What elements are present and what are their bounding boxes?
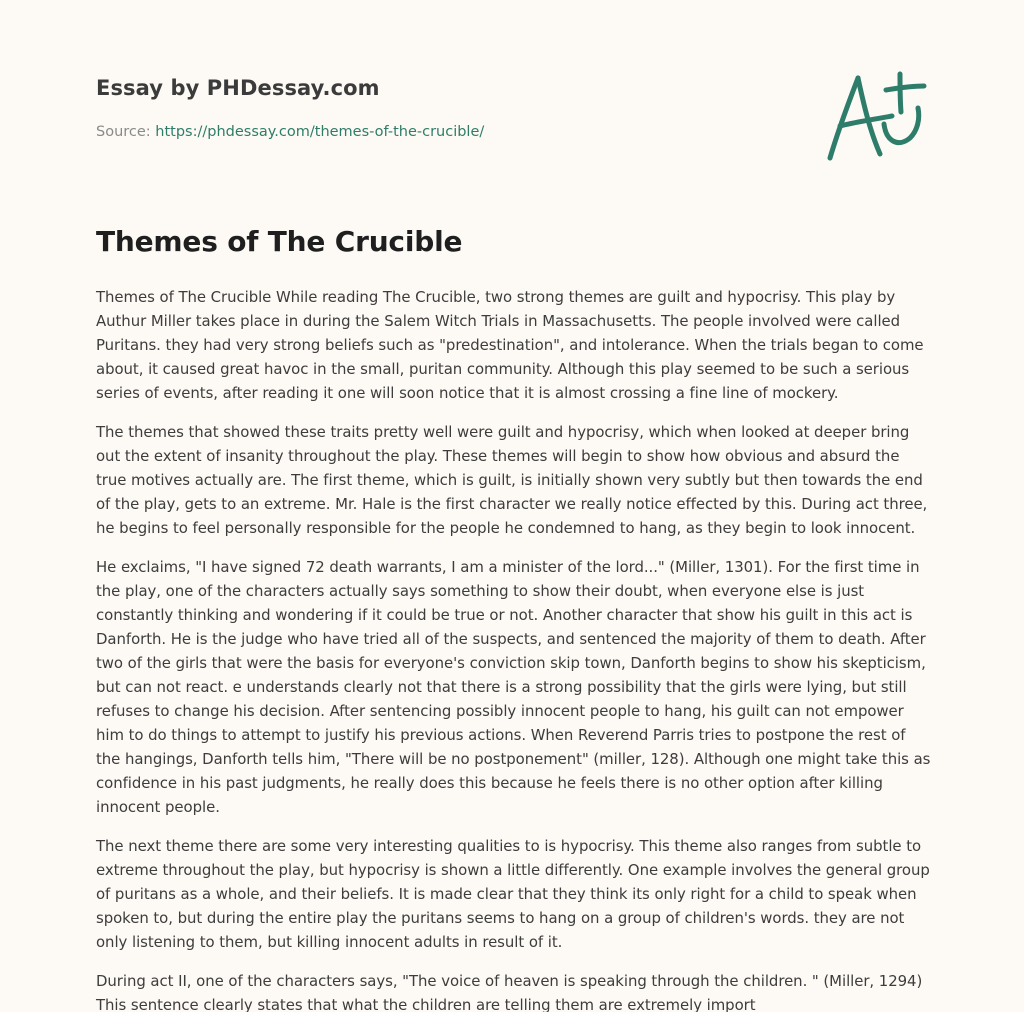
source-link[interactable]: https://phdessay.com/themes-of-the-crucible/ — [155, 124, 485, 140]
essay-paragraph: He exclaims, "I have signed 72 death warrants, I am a minister of the lord..." (Miller, 1301). For the first time in the play, one of the characters actually says something to show their doubt, when everyone else is just constantly thinking and wondering if it could be true or not. Another character that show his guilt in this act is Danforth. He is the judge who have tried all of the suspects, and sentenced the majority of them to death. After two of the girls that were the basis for everyone's conviction skip town, Danforth begins to show his skepticism, but can not react. e understands clearly not that there is a strong possibility that the girls were lying, but still refuses to change his decision. After sentencing possibly innocent people to hang, his guilt can not empower him to do things to attempt to justify his previous actions. When Reverend Parris tries to postpone the rest of the hangings, Danforth tells him, "There will be no postponement" (miller, 128). Although one might take this as confidence in his past judgments, he really does this because he feels there is no other option after killing innocent people. — [96, 558, 931, 816]
essay-paragraph: Themes of The Crucible While reading The Crucible, two strong themes are guilt and hypocrisy. This play by Authur Miller takes place in during the Salem Witch Trials in Massachusetts. The people involved were called Puritans. they had very strong beliefs such as "predestination", and intolerance. When the trials began to come about, it caused great havoc in the small, puritan community. Although this play seemed to be such a serious series of events, after reading it one will soon notice that it is almost crossing a fine line of mockery. — [96, 288, 924, 402]
site-brand: Essay by PHDessay.com — [96, 76, 380, 100]
source-label: Source: — [96, 124, 156, 140]
source-line — [96, 124, 484, 140]
essay-paragraph: The themes that showed these traits pretty well were guilt and hypocrisy, which when looked at deeper bring out the extent of insanity throughout the play. These themes will begin to show how obvious and absurd the true motives actually are. The first theme, which is guilt, is initially shown very subtly but then towards the end of the play, gets to an extreme. Mr. Hale is the first character we really notice effected by this. During act three, he begins to feel personally responsible for the people he condemned to hang, as they begin to look innocent. — [96, 423, 928, 537]
essay-paragraph: The next theme there are some very interesting qualities to is hypocrisy. This theme also ranges from subtle to extreme throughout the play, but hypocrisy is shown a little differently. One example involves the general group of puritans as a whole, and their beliefs. It is made clear that they think its only right for a child to speak when spoken to, but during the entire play the puritans seems to hang on a group of children's words. they are not only listening to them, but killing innocent adults in result of it. — [96, 837, 930, 951]
essay-title: Themes of The Crucible — [96, 225, 463, 258]
essay-paragraph: During act II, one of the characters says, "The voice of heaven is speaking through the children. " (Miller, 1294) This sentence clearly states that what the children are telling them are extremely import — [96, 972, 923, 1012]
a-plus-grade-icon — [820, 66, 930, 166]
essay-body — [96, 285, 934, 1012]
